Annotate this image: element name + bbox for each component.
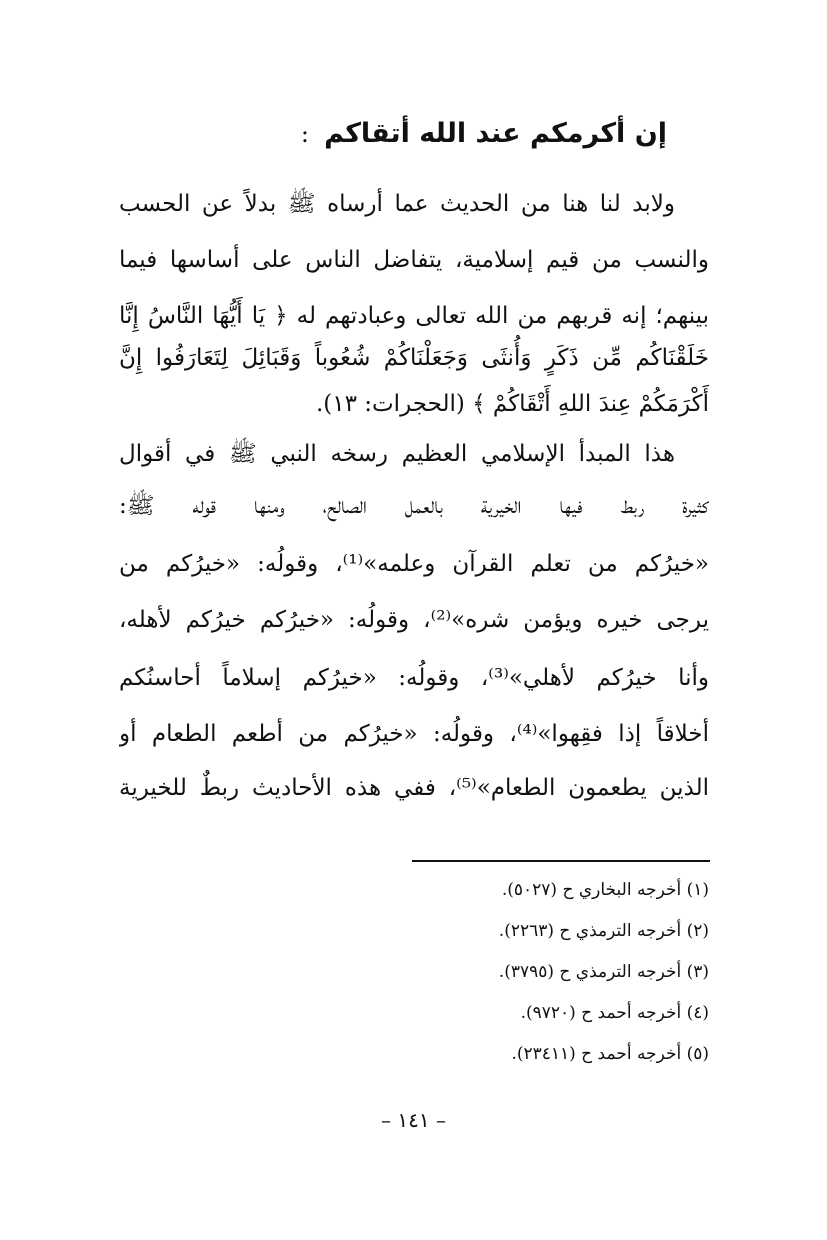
body-line: وأنا خيرُكم لأهلي»⁽³⁾، وقولُه: «خيرُكم إسلاماً أحاسنُكم [119,665,709,691]
footnote-item: (٣) أخرجه الترمذي ح (٣٧٩٥). [498,962,709,982]
footnote-item: (٤) أخرجه أحمد ح (٩٧٢٠). [520,1003,709,1023]
body-line: ولابد لنا هنا من الحديث عما أرساه ﷺ بدلاً عن الحسب [119,191,675,217]
quran-verse-line: خَلَقْنَاكُم مِّن ذَكَرٍ وَأُنثَى وَجَعَلْنَاكُمْ شُعُوباً وَقَبَائِلَ لِتَعَارَفُوا إِنَّ [119,345,709,371]
body-line: الذين يطعمون الطعام»⁽⁵⁾، ففي هذه الأحاديث ربطٌ للخيرية [119,775,709,801]
quran-verse-line: أَكْرَمَكُمْ عِندَ اللهِ أَتْقَاكُمْ ﴾ (الحجرات: ١٣). [315,391,709,417]
page-number: – ١٤١ – [381,1108,446,1132]
footnote-item: (٥) أخرجه أحمد ح (٢٣٤١١). [511,1044,709,1064]
body-line: «خيرُكم من تعلم القرآن وعلمه»⁽¹⁾، وقولُه: «خيرُكم من [119,551,709,577]
heading-colon: : [300,120,309,148]
body-line: هذا المبدأ الإسلامي العظيم رسخه النبي ﷺ في أقوال [119,441,675,467]
body-line: كثيرة ربط فيها الخيرية بالعمل الصالح، ومنها قوله ﷺ: [119,493,709,519]
body-line: يرجى خيره ويؤمن شره»⁽²⁾، وقولُه: «خيرُكم خيرُكم لأهله، [119,607,709,633]
heading-title: إن أكرمكم عند الله أتقاكم [324,118,667,149]
body-line: والنسب من قيم إسلامية، يتفاضل الناس على أساسها فيما [119,247,709,273]
footnote-divider [412,860,710,862]
body-line: أخلاقاً إذا فقِهوا»⁽⁴⁾، وقولُه: «خيرُكم من أطعم الطعام أو [119,721,709,747]
footnote-item: (٢) أخرجه الترمذي ح (٢٢٦٣). [498,921,709,941]
section-heading [107,118,667,149]
footnote-item: (١) أخرجه البخاري ح (٥٠٢٧). [501,880,709,900]
body-line: بينهم؛ إنه قربهم من الله تعالى وعبادتهم له ﴿ يَا أَيُّهَا النَّاسُ إِنَّا [119,303,709,329]
